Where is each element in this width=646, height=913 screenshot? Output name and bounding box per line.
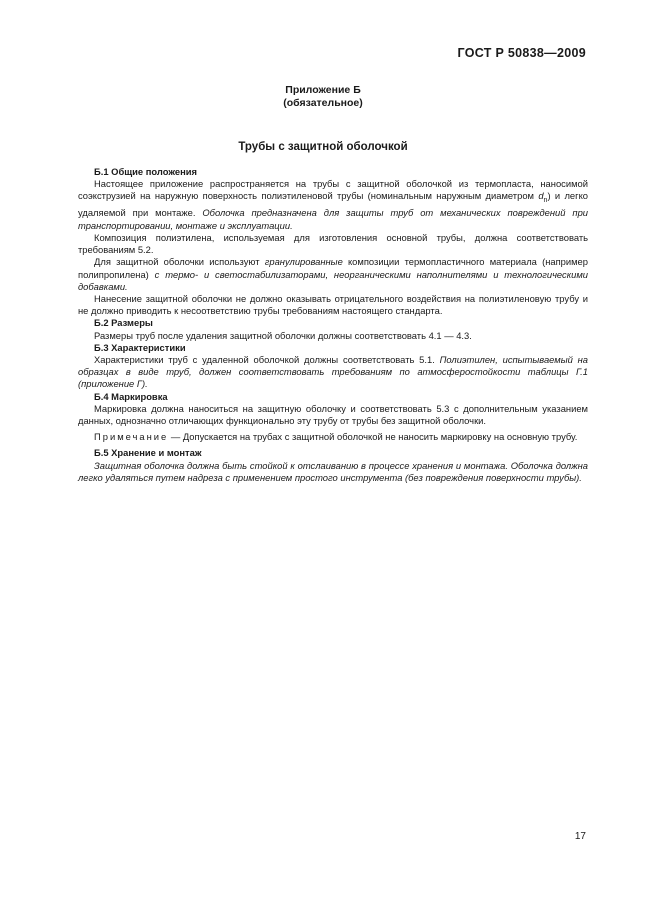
paragraph: Для защитной оболочки используют гранулированные композиции термопластичного материала (например полипропилена) с термо- и светостабилизаторами, неорганическими наполнителями и технологическими добавками. (78, 256, 589, 292)
section-heading-b3: Б.3 Характеристики (94, 341, 186, 353)
note-label: Примечание (94, 431, 169, 443)
standard-code: ГОСТ Р 50838—2009 (457, 46, 586, 60)
annex-title: Приложение Б (285, 84, 361, 96)
paragraph: Защитная оболочка должна быть стойкой к отслаиванию в процессе хранения и монтажа. Оболочка должна легко удаляться путем надреза с применением простого инструмента (без повреждения поверхности трубы). (78, 459, 588, 483)
annex-status: (обязательное) (283, 97, 363, 109)
section-heading-b4: Б.4 Маркировка (94, 390, 168, 402)
document-title: Трубы с защитной оболочкой (238, 141, 408, 153)
paragraph: Композиция полиэтилена, используемая для изготовления основной трубы, должна соответствовать требованиям 5.2. (78, 231, 588, 256)
note: Примечание — Допускается на трубах с защитной оболочкой не наносить маркировку на основную трубу. (94, 431, 578, 443)
section-heading-b2: Б.2 Размеры (94, 317, 153, 329)
document-body (78, 166, 588, 484)
paragraph: Характеристики труб с удаленной оболочкой должны соответствовать 5.1. Полиэтилен, испытываемый на образцах в виде труб, должен соответствовать требованиям по атмосферостойкости таблицы Г.1 (приложение Г). (78, 353, 588, 390)
section-heading-b1: Б.1 Общие положения (94, 166, 197, 177)
paragraph: Настоящее приложение распространяется на трубы с защитной оболочкой из термопласта, наносимой соэкструзией на наружную поверхность полиэтиленовой трубы (номинальным наружным диаметром $d_n$) и легко удаляемой при монтаже. Оболочка предназначена для защиты труб от механических повреждений при транспортировании, монтаже и эксплуатации. (78, 178, 589, 231)
paragraph: Маркировка должна наноситься на защитную оболочку и соответствовать 5.3 с дополнительным указанием данных, однозначно отличающих функционально эту трубу от трубы без защитной оболочки. (78, 402, 588, 426)
annex-heading (0, 84, 646, 110)
page-number: 17 (574, 831, 586, 842)
section-heading-b5: Б.5 Хранение и монтаж (94, 447, 202, 459)
paragraph: Нанесение защитной оболочки не должно оказывать отрицательного воздействия на полиэтиленовую трубу и не должно приводить к несоответствию трубы требованиям настоящего стандарта. (78, 292, 588, 317)
paragraph: Размеры труб после удаления защитной оболочки должны соответствовать 4.1 — 4.3. (94, 329, 472, 341)
